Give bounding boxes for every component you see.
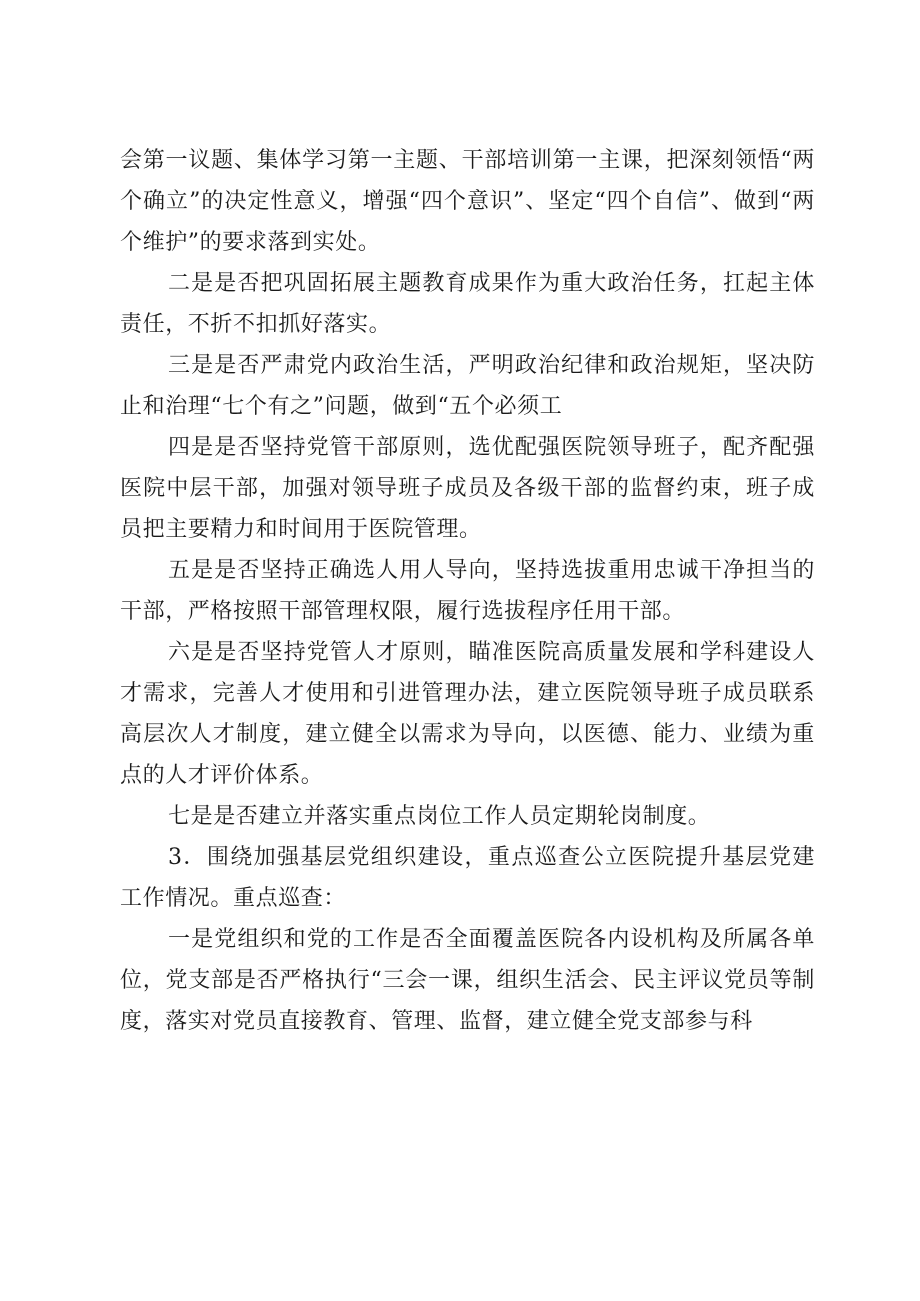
paragraph-item-7: 七是是否建立并落实重点岗位工作人员定期轮岗制度。 xyxy=(168,804,711,829)
paragraph-item-5: 五是是否坚持正确选人用人导向，坚持选拔重用忠诚干净担当的干部，严格按照干部管理权限，履行选拔程序任用干部。 xyxy=(120,558,815,624)
section-heading-3: 3．围绕加强基层党组织建设，重点巡查公立医院提升基层党建工作情况。重点巡查： xyxy=(120,845,815,911)
document-page xyxy=(120,140,815,1042)
paragraph-item-2: 二是是否把巩固拓展主题教育成果作为重大政治任务，扛起主体责任，不折不扣抓好落实。 xyxy=(120,271,815,337)
paragraph-item-1: 一是党组织和党的工作是否全面覆盖医院各内设机构及所属各单位，党支部是否严格执行“三会一课，组织生活会、民主评议党员等制度，落实对党员直接教育、管理、监督，建立健全党支部参与科 xyxy=(120,927,815,1034)
paragraph-continuation: 会第一议题、集体学习第一主题、干部培训第一主课，把深刻领悟“两个确立”的决定性意义，增强“四个意识”、坚定“四个自信”、做到“两个维护”的要求落到实处。 xyxy=(120,148,815,255)
paragraph-item-3: 三是是否严肃党内政治生活，严明政治纪律和政治规矩，坚决防止和治理“七个有之”问题，做到“五个必须工 xyxy=(120,353,815,419)
paragraph-item-4: 四是是否坚持党管干部原则，选优配强医院领导班子，配齐配强医院中层干部，加强对领导班子成员及各级干部的监督约束，班子成员把主要精力和时间用于医院管理。 xyxy=(120,435,815,542)
paragraph-item-6: 六是是否坚持党管人才原则，瞄准医院高质量发展和学科建设人才需求，完善人才使用和引进管理办法，建立医院领导班子成员联系高层次人才制度，建立健全以需求为导向，以医德、能力、业绩为重点的人才评价体系。 xyxy=(120,640,815,788)
